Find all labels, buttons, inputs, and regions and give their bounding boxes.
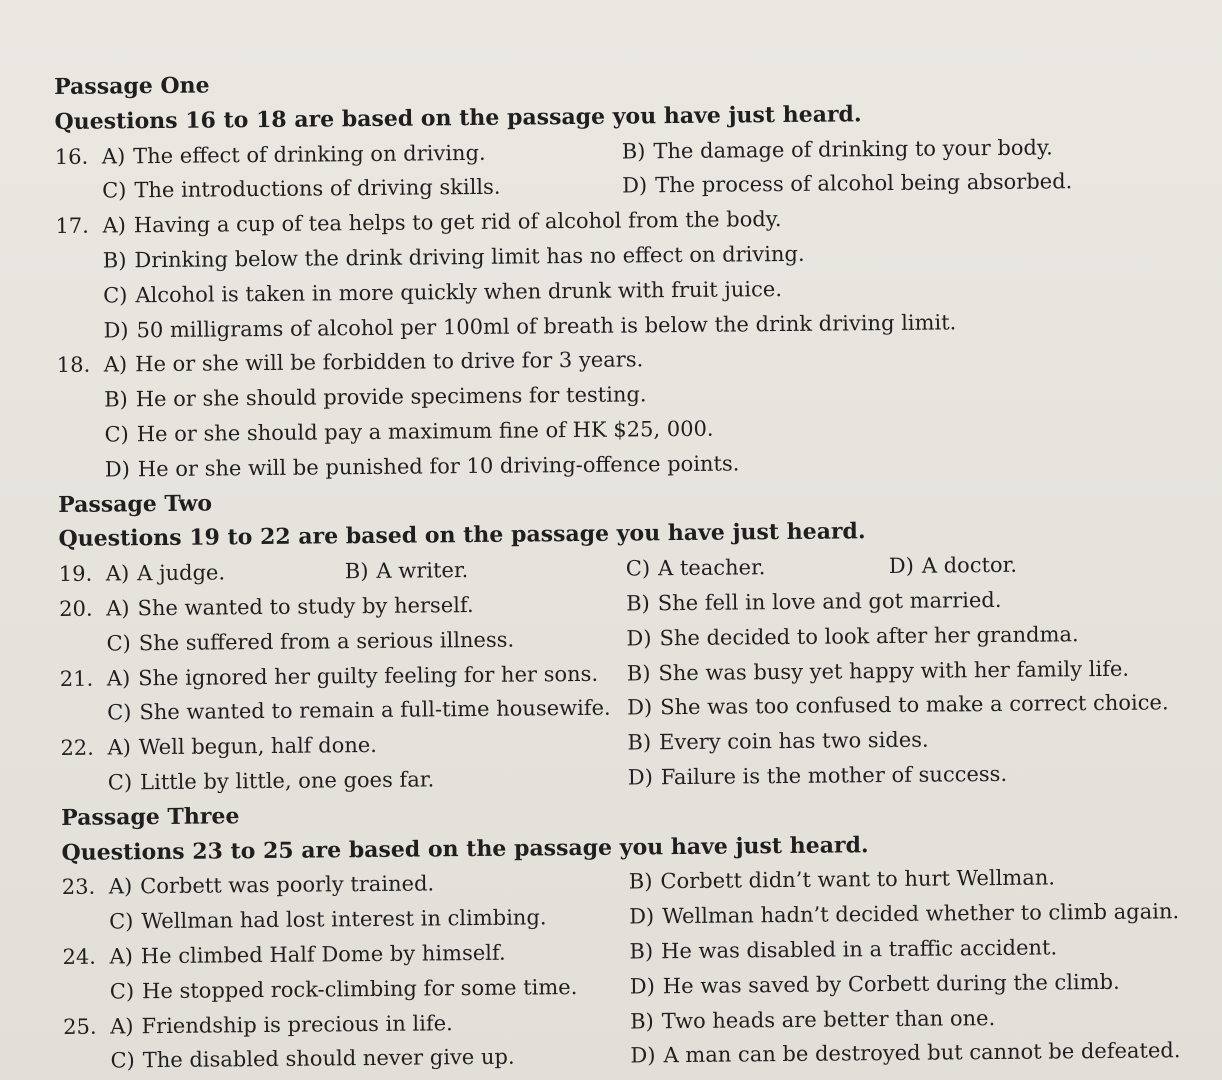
option-a: A) Well begun, half done. xyxy=(107,733,378,760)
option-a: A) She wanted to study by herself. xyxy=(106,592,474,621)
option-c: C) He or she should pay a maximum fine of HK $25, 000. xyxy=(104,416,714,447)
option-b: B) Every coin has two sides. xyxy=(627,727,929,755)
option-c: C) She suffered from a serious illness. xyxy=(106,627,515,656)
option-b: B) Two heads are better than one. xyxy=(630,1005,996,1034)
passage-instruction: Questions 19 to 22 are based on the passage you have just heard. xyxy=(58,518,866,553)
option-b: B) The damage of drinking to your body. xyxy=(621,135,1053,164)
option-c: C) The disabled should never give up. xyxy=(110,1044,515,1073)
listening-section xyxy=(54,59,1204,1079)
question-number: 23. xyxy=(61,874,96,900)
option-c: C) She wanted to remain a full-time housewife. xyxy=(107,696,611,725)
option-a: A) He climbed Half Dome by himself. xyxy=(109,940,506,969)
option-c: C) Alcohol is taken in more quickly when drunk with fruit juice. xyxy=(103,276,783,308)
option-b: B) Corbett didn’t want to hurt Wellman. xyxy=(628,865,1056,894)
option-d: D) He or she will be punished for 10 driving-offence points. xyxy=(104,451,740,482)
passage-title: Passage Three xyxy=(61,802,240,831)
option-d: D) 50 milligrams of alcohol per 100ml of breath is below the drink driving limit. xyxy=(103,309,957,343)
option-a: A) A judge. xyxy=(105,560,226,586)
option-b: B) A writer. xyxy=(344,558,469,584)
passage-title: Passage Two xyxy=(58,490,213,518)
passage-title: Passage One xyxy=(54,72,210,100)
option-d: D) A doctor. xyxy=(888,552,1018,579)
option-d: D) A man can be destroyed but cannot be defeated. xyxy=(630,1038,1181,1068)
option-c: C) The introductions of driving skills. xyxy=(102,175,501,203)
option-d: D) The process of alcohol being absorbed. xyxy=(622,169,1073,198)
option-c: C) A teacher. xyxy=(625,555,766,581)
passage-instruction: Questions 16 to 18 are based on the passage you have just heard. xyxy=(54,101,862,135)
option-d: D) Failure is the mother of success. xyxy=(627,761,1008,790)
option-c: C) Little by little, one goes far. xyxy=(107,767,435,795)
option-d: D) Wellman hadn’t decided whether to climb again. xyxy=(629,899,1180,929)
question-number: 19. xyxy=(58,561,93,587)
question-number: 24. xyxy=(62,944,97,969)
option-a: A) Corbett was poorly trained. xyxy=(108,871,435,899)
option-b: B) She was busy yet happy with her family life. xyxy=(626,656,1130,686)
question-number: 20. xyxy=(59,596,93,621)
option-b: B) He was disabled in a traffic accident. xyxy=(629,935,1058,964)
option-a: A) The effect of drinking on driving. xyxy=(101,140,486,169)
option-c: C) Wellman had lost interest in climbing. xyxy=(109,905,547,934)
option-a: A) Having a cup of tea helps to get rid of alcohol from the body. xyxy=(102,207,782,238)
option-a: A) He or she will be forbidden to drive for 3 years. xyxy=(103,347,644,377)
option-c: C) He stopped rock-climbing for some time. xyxy=(109,974,578,1004)
question-number: 22. xyxy=(60,735,95,761)
option-d: D) He was saved by Corbett during the climb. xyxy=(629,969,1120,999)
question-number: 21. xyxy=(59,666,94,691)
option-a: A) She ignored her guilty feeling for her sons. xyxy=(106,661,599,691)
passage-instruction: Questions 23 to 25 are based on the passage you have just heard. xyxy=(61,831,869,866)
option-b: B) Drinking below the drink driving limit has no effect on driving. xyxy=(102,241,805,273)
option-a: A) Friendship is precious in life. xyxy=(110,1010,453,1039)
option-d: D) She decided to look after her grandma. xyxy=(626,621,1079,651)
option-b: B) He or she should provide specimens for testing. xyxy=(104,382,647,412)
question-number: 16. xyxy=(54,144,89,169)
option-b: B) She fell in love and got married. xyxy=(626,587,1002,616)
option-d: D) She was too confused to make a correct choice. xyxy=(627,690,1169,720)
question-number: 18. xyxy=(56,353,91,378)
question-number: 25. xyxy=(63,1014,97,1039)
question-number: 17. xyxy=(55,213,90,239)
